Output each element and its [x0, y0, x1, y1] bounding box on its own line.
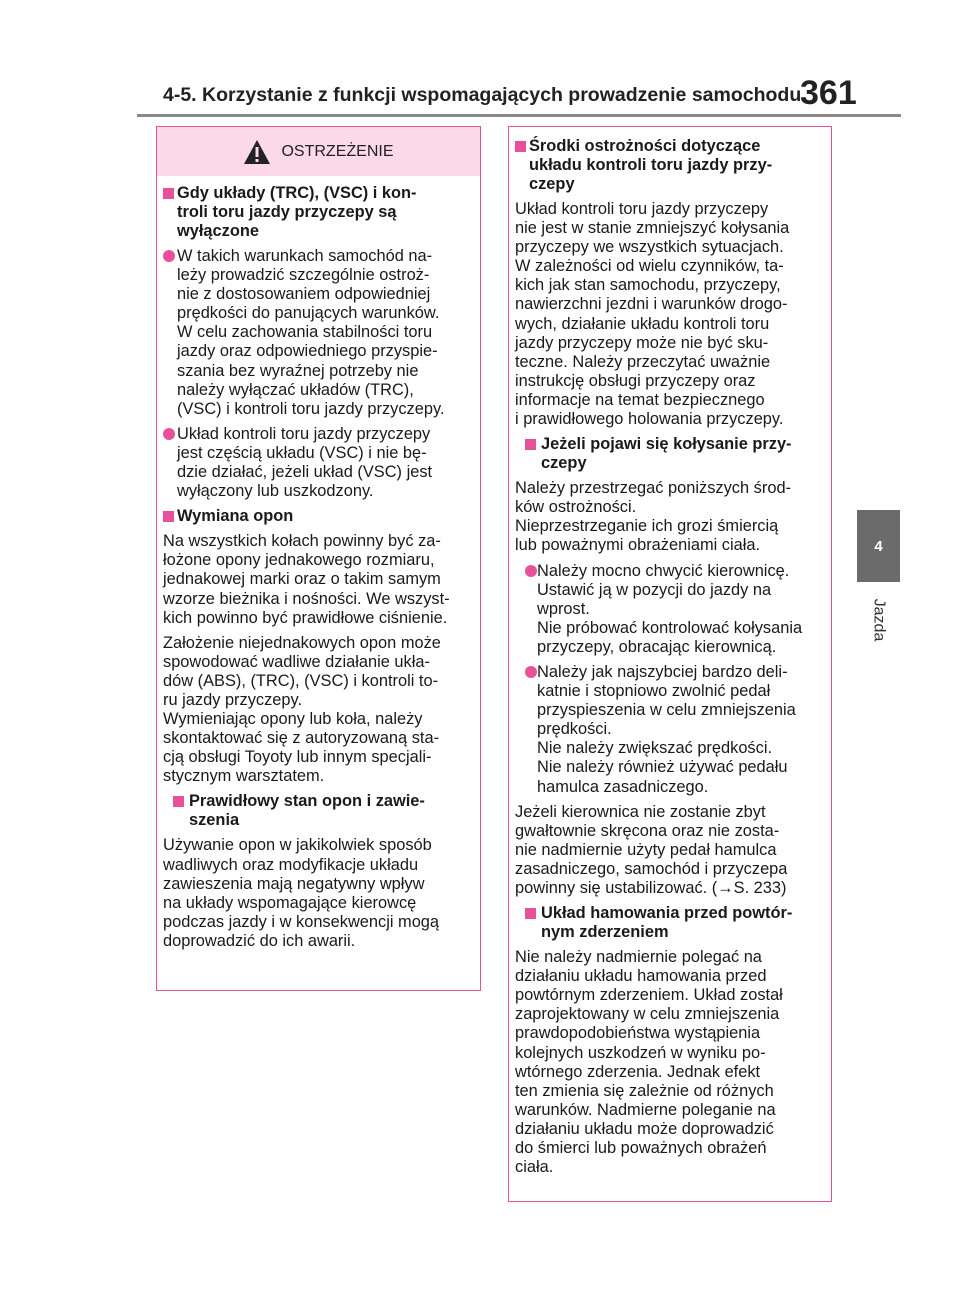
paragraph: Używanie opon w jakikolwiek sposób wadliwych oraz modyfikacje układu zawieszenia mają negatywny wpływ na układy wspomagające kierowcę podczas jazdy i w konsekwencji mogą doprowadzić do ich awarii. — [163, 836, 440, 950]
chapter-side-label: Jazda — [870, 598, 888, 642]
bullet-item: Należy mocno chwycić kierownicę. Ustawić ją w pozycji do jazdy na wprost. Nie próbować kontrolować kołysania przyczepy, obracając kierownicą. — [515, 562, 823, 657]
section-heading: Układ hamowania przed powtór- nym zderzeniem — [515, 904, 823, 942]
bullet-item: Należy jak najszybciej bardzo deli- katnie i stopniowo zwolnić pedał przyspieszenia w celu zmniejszenia prędkości. Nie należy zwiększać prędkości. Nie należy również używać pedału hamulca zasadniczego. — [515, 663, 823, 797]
section-heading: Gdy układy (TRC), (VSC) i kon- troli toru jazdy przyczepy są wyłączone — [163, 184, 472, 241]
paragraph: Jeżeli kierownica nie zostanie zbyt gwałtownie skręcona oraz nie zosta- nie nadmiernie użyty pedał hamulca zasadniczego, samochód i przyczepa powinny się ustabilizować. (→S. 233) — [515, 802, 788, 897]
chapter-title: 4-5. Korzystanie z funkcji wspomagających prowadzenie samochodu — [163, 84, 802, 106]
section-heading: Środki ostrożności dotyczące układu kontroli toru jazdy przy- czepy — [515, 137, 823, 194]
warning-header — [157, 127, 480, 176]
warning-box — [156, 126, 481, 991]
paragraph: Założenie niejednakowych opon może spowodować wadliwe działanie ukła- dów (ABS), (TRC), (VSC) i kontroli to- ru jazdy przyczepy. Wymieniając opony lub koła, należy skontaktować się z autoryzowaną sta- cją obsługi Toyoty lub innym specjali- stycznym warsztatem. — [163, 633, 441, 786]
bullet-item: W takich warunkach samochód na- leży prowadzić szczególnie ostroż- nie z dostosowaniem odpowiedniej prędkości do panujących warunków. W celu zachowania stabilności toru jazdy oraz odpowiedniego przyspie- szania bez wyraźnej potrzeby nie należy wyłączać układów (TRC), (VSC) i kontroli toru jazdy przyczepy. — [163, 247, 472, 419]
paragraph: Na wszystkich kołach powinny być za- łożone opony jednakowego rozmiaru, jednakowej marki oraz o takim samym wzorze bieżnika i nośności. We wszyst- kich powinno być prawidłowe ciśnienie. — [163, 532, 450, 627]
trailer-sway-box — [508, 126, 832, 1202]
section-heading: Wymiana opon — [163, 507, 472, 526]
warning-triangle-icon — [243, 139, 271, 165]
header-divider — [137, 114, 901, 117]
trailer-sway-content — [509, 127, 831, 1177]
paragraph: Należy przestrzegać poniższych środ- ków ostrożności. Nieprzestrzeganie ich grozi śmiercią lub poważnymi obrażeniami ciała. — [515, 479, 792, 555]
warning-title: OSTRZEŻENIE — [281, 142, 394, 160]
chapter-tab[interactable] — [857, 510, 900, 582]
warning-content — [157, 176, 480, 951]
chapter-tab-number: 4 — [874, 537, 883, 555]
section-heading: Prawidłowy stan opon i zawie- szenia — [163, 792, 472, 830]
bullet-item: Układ kontroli toru jazdy przyczepy jest częścią układu (VSC) i nie bę- dzie działać, jeżeli układ (VSC) jest wyłączony lub uszkodzony. — [163, 425, 472, 501]
paragraph: Układ kontroli toru jazdy przyczepy nie jest w stanie zmniejszyć kołysania przyczepy we wszystkich sytuacjach. W zależności od wielu czynników, ta- kich jak stan samochodu, przyczepy, nawierzchni jezdni i warunków drogo- wych, działanie układu kontroli toru jazdy przyczepy może nie być sku- teczne. Należy przeczytać uważnie instrukcję obsługi przyczepy oraz informacje na temat bezpiecznego i prawidłowego holowania przyczepy. — [515, 200, 790, 429]
page-number: 361 — [800, 74, 857, 112]
section-heading: Jeżeli pojawi się kołysanie przy- czepy — [515, 435, 823, 473]
paragraph: Nie należy nadmiernie polegać na działaniu układu hamowania przed powtórnym zderzeniem. Układ został zaprojektowany w celu zmniejszenia prawdopodobieństwa wystąpienia kolejnych uszkodzeń w wyniku po- wtórnego zderzenia. Jednak efekt ten zmienia się zależnie od różnych warunków. Nadmierne poleganie na działaniu układu może doprowadzić do śmierci lub poważnych obrażeń ciała. — [515, 948, 783, 1177]
